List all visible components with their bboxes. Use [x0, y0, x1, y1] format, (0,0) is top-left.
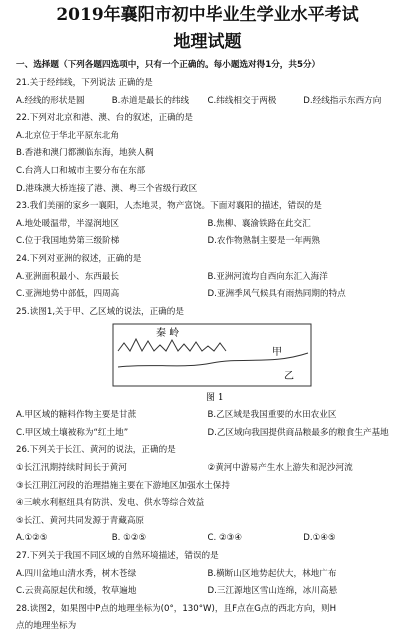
q26-statements-row1: [16, 460, 399, 478]
q28-stem: 28.读图2，如果图中P点的地理坐标为(0°，130°W)，且F点在G点的西北方向，则H: [16, 603, 337, 614]
exam-title: 2019年襄阳市初中毕业生学业水平考试: [56, 5, 359, 25]
q21-options: [16, 93, 399, 111]
q27-options-row2: [16, 583, 399, 601]
q26-option-d[interactable]: D.①④⑤: [303, 533, 336, 544]
q25-option-d[interactable]: D.乙区域向我国提供商品粮最多的粮食生产基地: [207, 427, 389, 438]
exam-subtitle: 地理试题: [173, 31, 242, 52]
q27-option-c[interactable]: C.云贵高原起伏和缓，牧草遍地: [16, 586, 137, 597]
q26-statement-2: ②黄河中游易产生水上游失和泥沙河流: [207, 463, 353, 474]
q24-option-d[interactable]: D.亚洲季风气候具有雨热同期的特点: [207, 289, 346, 300]
q21-option-b[interactable]: B.赤道是最长的纬线: [111, 95, 190, 106]
q22-option-a[interactable]: A.北京位于华北平原东北角: [16, 130, 119, 141]
q24-option-a[interactable]: A.亚洲面积最小、东西最长: [16, 271, 119, 282]
q26-option-c[interactable]: C. ②③④: [207, 533, 243, 544]
q24-stem: 24.下列对亚洲的叙述，正确的是: [16, 253, 142, 264]
q22-stem: 22.下列对北京和港、澳、台的叙述，正确的是: [16, 113, 193, 124]
q25-stem: 25.读图1,关于甲、乙区域的说法，正确的是: [16, 306, 184, 317]
q27-option-a[interactable]: A.四川盆地山清水秀，树木苍绿: [16, 568, 137, 579]
q21-option-c[interactable]: C.纬线相交于两极: [207, 95, 277, 106]
figure-caption: 图 1: [206, 393, 224, 404]
q23-option-b[interactable]: B.焦柳、襄渝铁路在此交汇: [207, 218, 311, 229]
q21-stem: 21.关于经纬线，下列说法 正确的是: [16, 77, 153, 88]
q22-option-b[interactable]: B.香港和澳门都濒临东海，地狭人稠: [16, 148, 154, 159]
q27-options-row1: [16, 566, 399, 584]
q26-statement-1: ①长江汛期持续时间长于黄河: [16, 463, 127, 474]
q23-options-row2: [16, 233, 399, 251]
q26-stem: 26.下列关于长江、黄河的说法，正确的是: [16, 445, 176, 456]
q22-option-d[interactable]: D.港珠澳大桥连接了港、澳、粤三个省级行政区: [16, 183, 198, 194]
q26-statement-5: ⑤长江、黄河共同发源于青藏高原: [16, 515, 145, 526]
q23-option-c[interactable]: C.位于我国地势第三级阶梯: [16, 236, 120, 247]
q24-options-row1: [16, 269, 399, 287]
q26-statement-4: ④三峡水利枢纽具有防洪、发电、供水等综合效益: [16, 498, 205, 509]
q24-option-b[interactable]: B.亚洲河流均自西向东汇入海洋: [207, 271, 328, 282]
q25-options-row1: [16, 407, 399, 425]
mountain-label: 秦 岭: [156, 328, 180, 340]
q23-option-a[interactable]: A.地处暖温带，半湿润地区: [16, 218, 119, 229]
q26-option-a[interactable]: A.①②⑤: [16, 533, 48, 544]
q23-options-row1: [16, 216, 399, 234]
region-label-yi: 乙: [284, 371, 294, 383]
q27-stem: 27.下列关于我国不同区域的自然环境描述，错误的是: [16, 551, 219, 562]
q21-option-d[interactable]: D.经线指示东西方向: [303, 95, 382, 106]
q23-option-d[interactable]: D.农作物熟制主要是一年两熟: [207, 236, 320, 247]
figure-1-map: [112, 323, 312, 405]
q25-option-c[interactable]: C.甲区域土壤被称为“红土地”: [16, 427, 129, 438]
q26-statement-3: ③长江荆江河段的治理措施主要在下游地区加强水土保持: [16, 480, 230, 491]
q22-option-c[interactable]: C.台湾人口和城市主要分布在东部: [16, 165, 146, 176]
q25-option-a[interactable]: A.甲区域的糖料作物主要是甘蔗: [16, 410, 137, 421]
q25-option-b[interactable]: B.乙区域是我国重要的水田农业区: [207, 410, 337, 421]
q24-options-row2: [16, 286, 399, 304]
q25-options-row2: [16, 425, 399, 443]
q26-option-b[interactable]: B. ①②⑤: [111, 533, 147, 544]
q26-options: [16, 530, 399, 548]
q23-stem: 23.我们美丽的家乡一襄阳，人杰地灵，物产富饶。下面对襄阳的描述，错误的是: [16, 201, 322, 212]
figure-1: [16, 323, 399, 405]
q27-option-b[interactable]: B.横断山区地势起伏大，林地广布: [207, 568, 337, 579]
q28-stem-cont: 点的地理坐标为: [16, 621, 77, 632]
q27-option-d[interactable]: D.三江源地区雪山连绵，冰川高悬: [207, 586, 338, 597]
section-heading: 一、选择题（下列各题四选项中，只有一个正确的。每小题选对得1分，共5分）: [16, 60, 321, 71]
q24-option-c[interactable]: C.亚洲地势中部低，四周高: [16, 289, 120, 300]
region-label-jia: 甲: [272, 347, 282, 359]
q21-option-a[interactable]: A.经线的形状是圆: [16, 95, 85, 106]
